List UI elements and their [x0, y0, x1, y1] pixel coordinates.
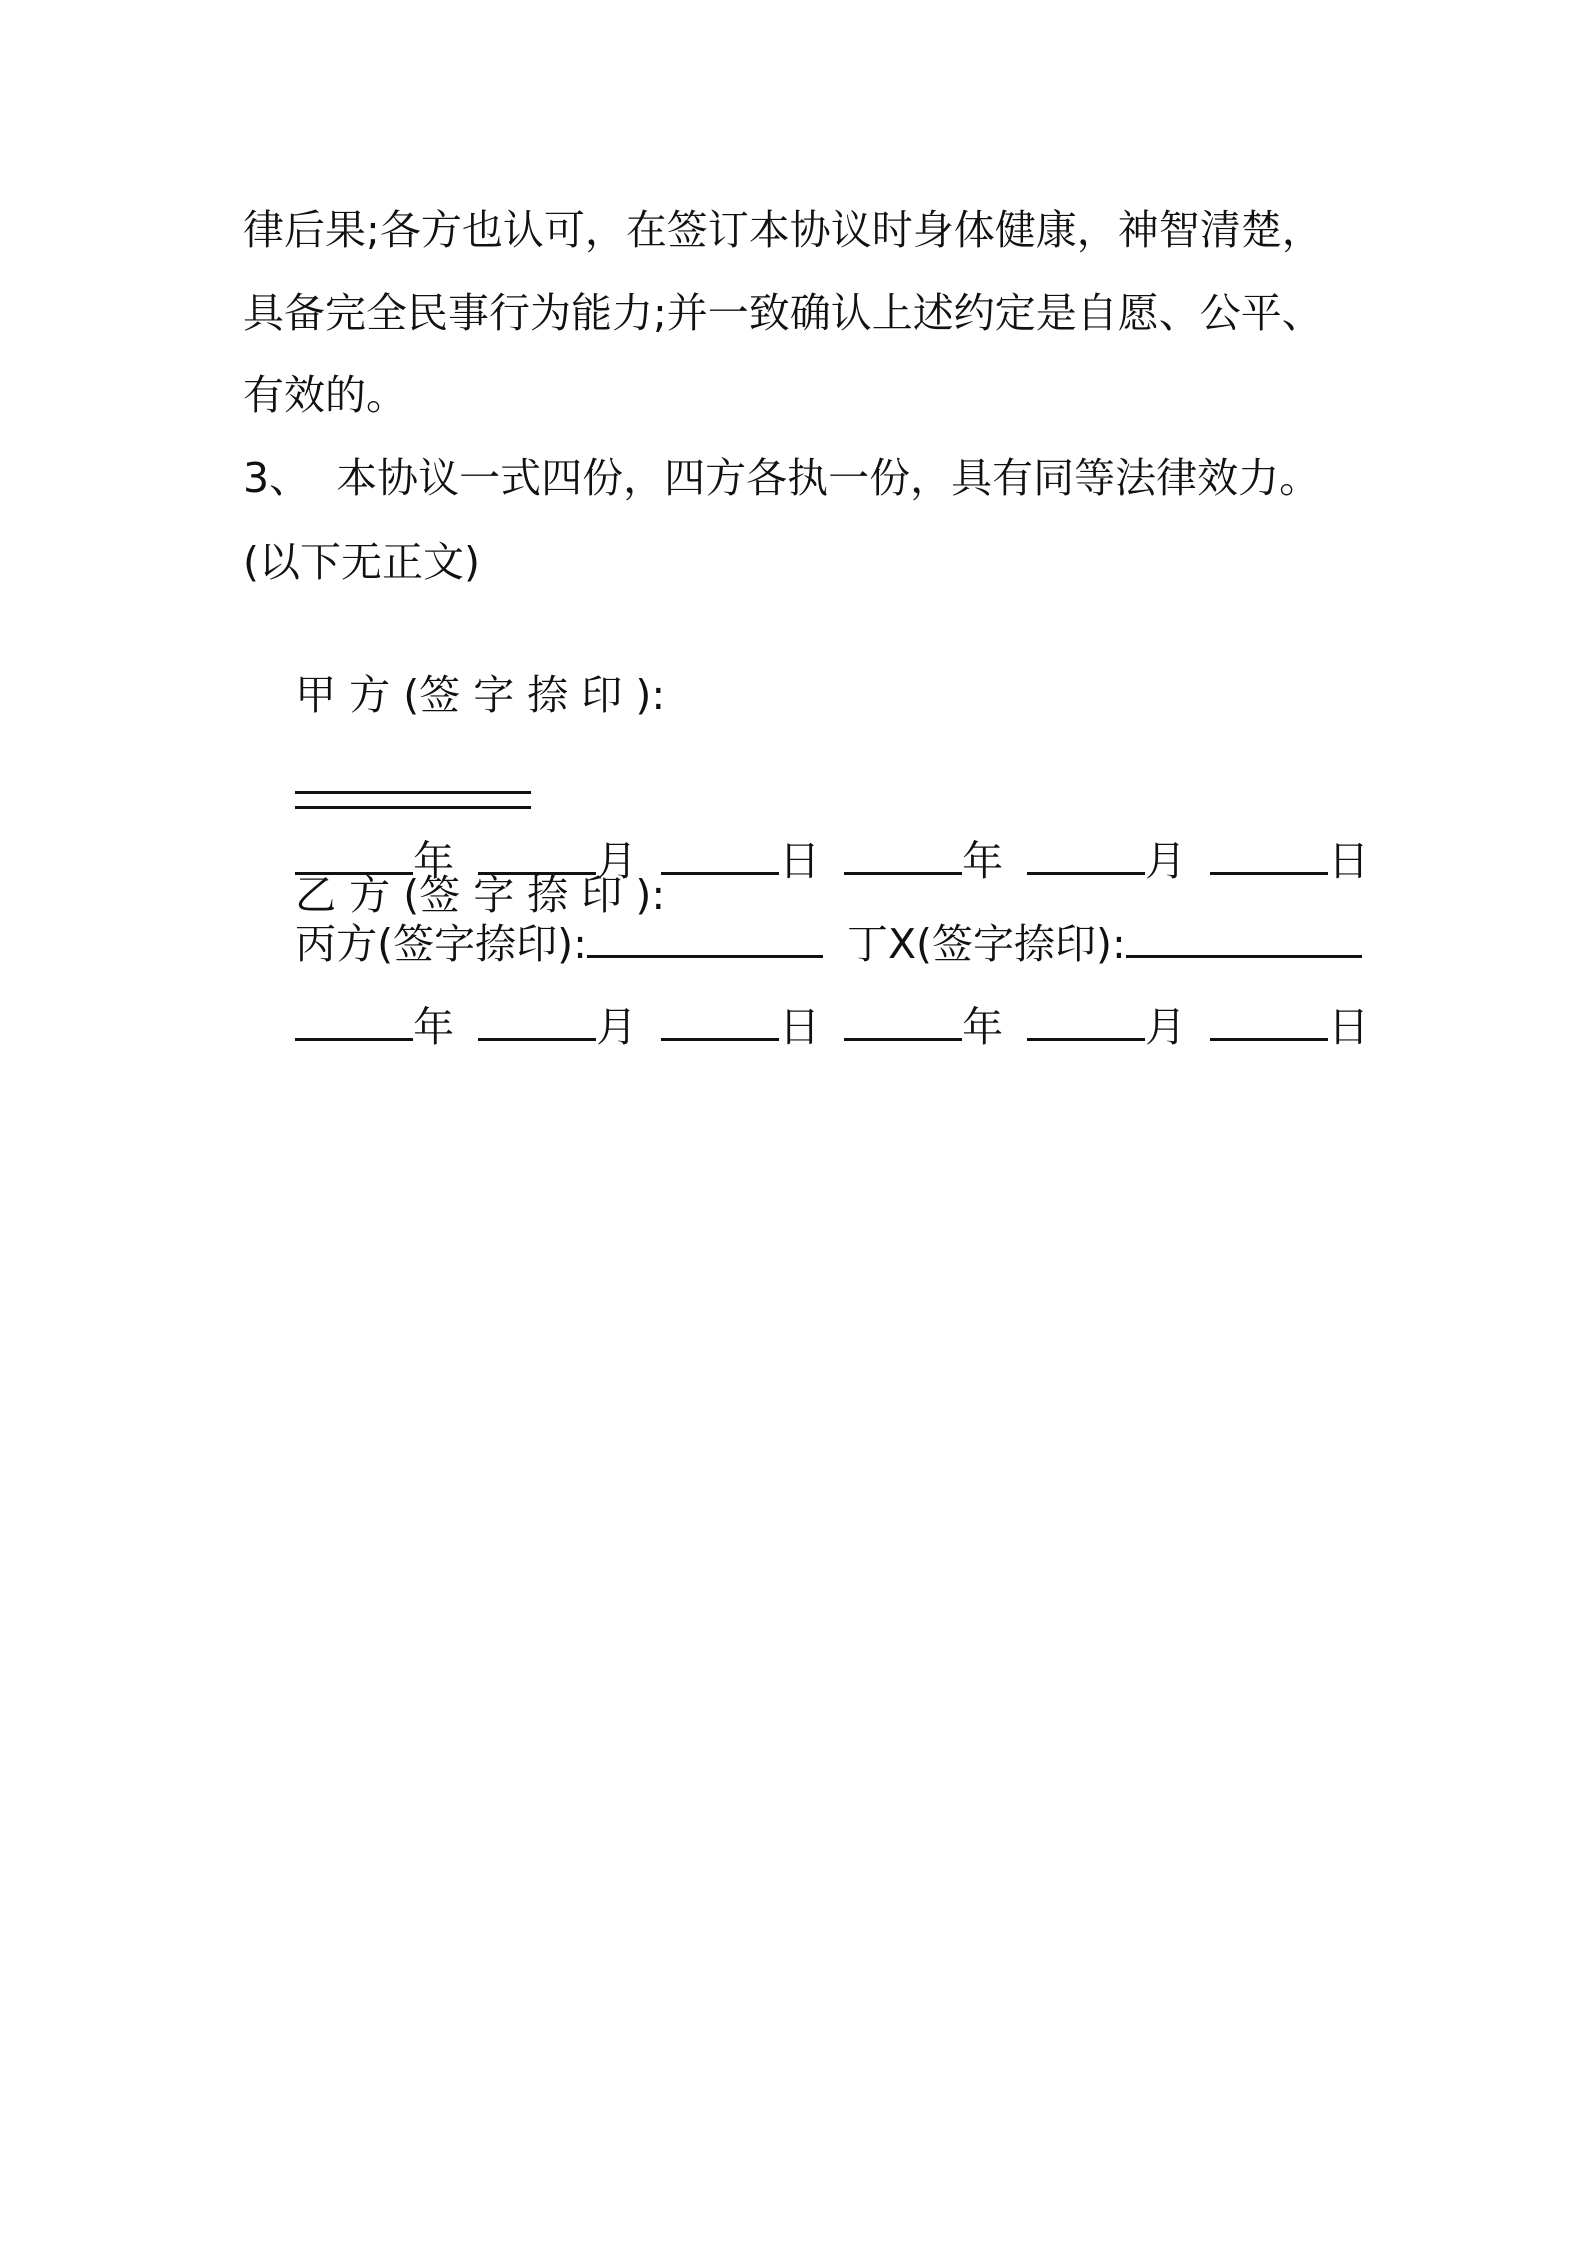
day-label: 日	[779, 837, 821, 885]
date-month-blank[interactable]	[1027, 1002, 1145, 1041]
party-c-label: 丙方(签字捺印):	[295, 920, 587, 968]
date-year-blank[interactable]	[295, 1002, 413, 1041]
clause-3: 3、 本协议一式四份，四方各执一份，具有同等法律效力。	[243, 454, 1321, 502]
party-a-label: 甲 方 (签 字 捺 印 ):	[295, 671, 666, 719]
year-label: 年	[962, 837, 1004, 885]
year-label: 年	[413, 837, 455, 885]
date-month-blank[interactable]	[478, 1002, 596, 1041]
party-d-label: 丁X(签字捺印):	[846, 920, 1126, 968]
month-label: 月	[1145, 1003, 1187, 1051]
paragraph-line-1: 律后果;各方也认可，在签订本协议时身体健康，神智清楚，	[243, 206, 1323, 254]
day-label: 日	[1328, 837, 1370, 885]
date-day-blank[interactable]	[661, 1002, 779, 1041]
no-text-below-note: (以下无正文)	[243, 538, 480, 586]
year-label: 年	[962, 1003, 1004, 1051]
month-label: 月	[596, 837, 638, 885]
date-year-blank[interactable]	[844, 1002, 962, 1041]
day-label: 日	[1328, 1003, 1370, 1051]
month-label: 月	[1145, 837, 1187, 885]
paragraph-line-3: 有效的。	[243, 371, 407, 419]
day-label: 日	[779, 1003, 821, 1051]
party-b-label: 乙 方 (签 字 捺 印 ):	[295, 871, 666, 919]
date-day-blank[interactable]	[1210, 1002, 1328, 1041]
date-row-cd	[243, 952, 1369, 1102]
paragraph-line-2: 具备完全民事行为能力;并一致确认上述约定是自愿、公平、	[243, 289, 1323, 337]
month-label: 月	[596, 1003, 638, 1051]
year-label: 年	[413, 1003, 455, 1051]
